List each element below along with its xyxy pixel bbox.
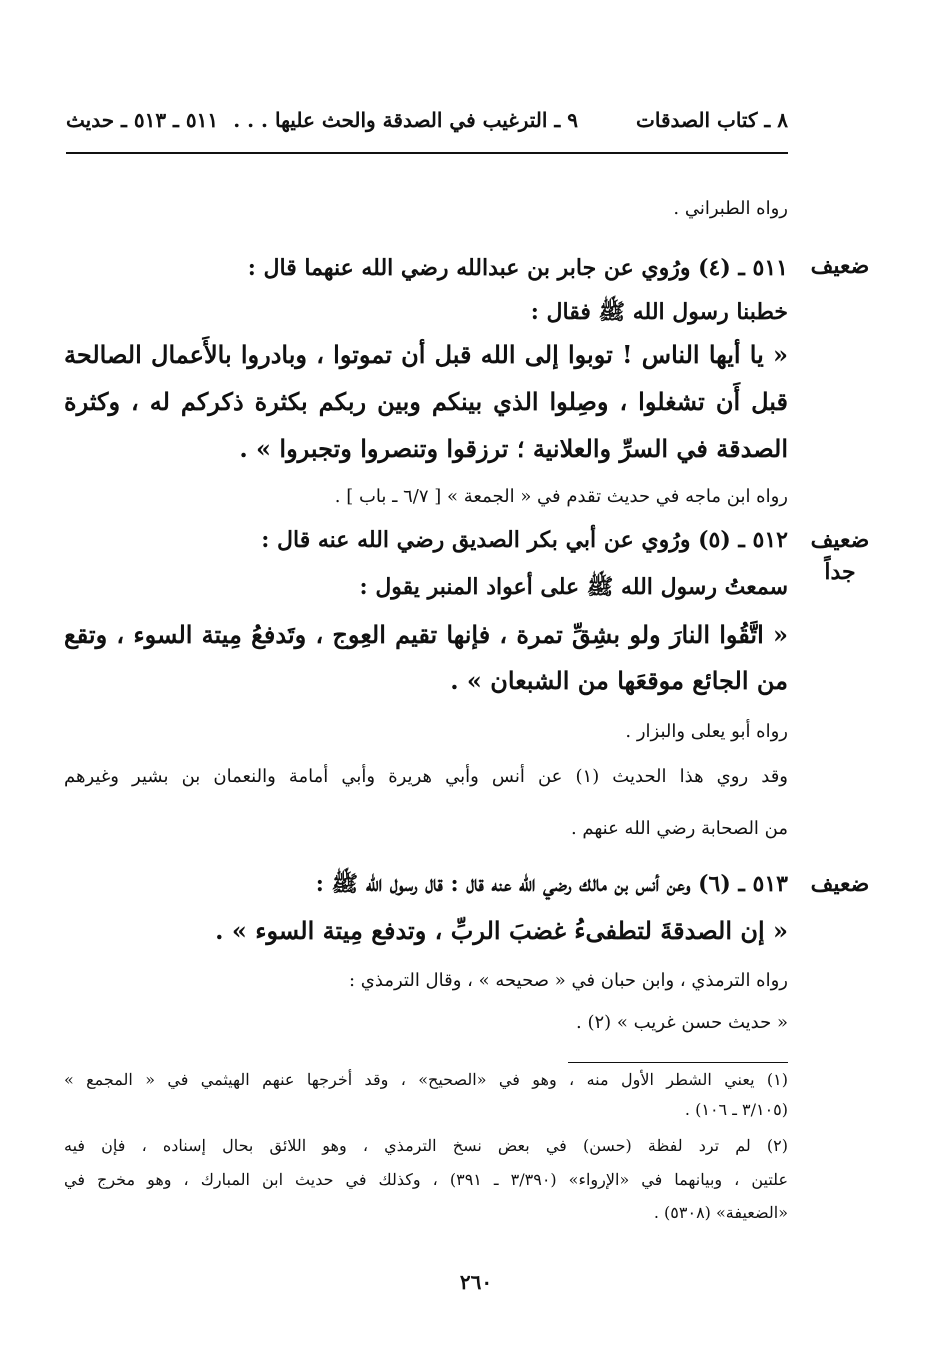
- hadith-513-source-line: رواه الترمذي ، وابن حبان في « صحيحه » ، وقال الترمذي :: [349, 970, 788, 991]
- hadith-513-text-line: « إن الصدقةَ لتطفىءُ غضبَ الربِّ ، وتدفع مِيتة السوء » .: [215, 916, 788, 945]
- running-header: [66, 108, 788, 142]
- hadith-512-intro: سمعتُ رسول الله ﷺ على أعواد المنبر يقول :: [359, 574, 788, 600]
- hadith-513-source-line: « حديث حسن غريب » (٢) .: [576, 1012, 788, 1033]
- header-chapter-title: ٩ ـ الترغيب في الصدقة والحث عليها . . .: [233, 108, 578, 132]
- hadith-512-grade: [800, 524, 880, 588]
- hadith-511-intro: خطبنا رسول الله ﷺ فقال :: [530, 299, 788, 325]
- footnote-1-line: (٣/١٠٥ ـ ١٠٦) .: [684, 1100, 788, 1119]
- hadith-513-isnad: ٥١٣ ـ (٦) وعن أنس بن مالك رضي الله عنه قال : قال رسول الله ﷺ :: [315, 871, 788, 897]
- footnote-1-line: (١) يعني الشطر الأول منه ، وهو في «الصحيح» ، وقد أخرجها عنهم الهيثمي في « المجمع »: [64, 1070, 789, 1089]
- hadith-513-grade: ضعيف: [810, 871, 870, 897]
- hadith-511-text-line: الصدقة في السرِّ والعلانية ؛ ترزقوا وتنصروا وتجبروا » .: [239, 434, 788, 463]
- footnote-2-line: «الضعيفة» (٥٣٠٨) .: [653, 1203, 788, 1222]
- page-number: ٢٦٠: [459, 1270, 493, 1294]
- hadith-511-isnad: ٥١١ ـ (٤) ورُوي عن جابر بن عبدالله رضي الله عنهما قال :: [247, 255, 788, 281]
- hadith-512-source: رواه أبو يعلى والبزار .: [625, 721, 788, 742]
- hadith-512-grade-line: ضعيف: [810, 527, 870, 553]
- hadith-511-source: رواه ابن ماجه في حديث تقدم في « الجمعة » [ ٦/٧ ـ باب ] .: [334, 486, 788, 507]
- hadith-512-text-line: من الجائع موقعَها من الشبعان » .: [450, 666, 788, 695]
- hadith-511-grade: ضعيف: [810, 253, 870, 279]
- header-divider: [66, 152, 788, 154]
- hadith-511-text-line: « يا أيها الناس ! توبوا إلى الله قبل أن تموتوا ، وبادروا بالأَعمال الصالحة: [64, 340, 788, 369]
- hadith-511-text-line: قبل أَن تشغلوا ، وصِلوا الذي بينكم وبين ربكم بكثرة ذكركم له ، وكثرة: [64, 387, 788, 416]
- header-hadith-range: ٥١١ ـ ٥١٣ ـ حديث: [66, 108, 219, 132]
- intro-source: رواه الطبراني .: [673, 198, 788, 219]
- footnote-divider: [568, 1062, 788, 1063]
- footnote-2-line: (٢) لم ترد لفظة (حسن) في بعض نسخ الترمذي ، وهو اللائق بحال إسناده ، فإن فيه: [64, 1136, 788, 1155]
- header-book-title: ٨ ـ كتاب الصدقات: [636, 108, 788, 132]
- footnote-2-line: علتين ، وبيانهما في «الإرواء» (٣/٣٩٠ ـ ٣٩١) ، وكذلك في حديث ابن المبارك ، وهو مخرج في: [64, 1170, 789, 1189]
- hadith-512-note-line: وقد روي هذا الحديث (١) عن أنس وأبي هريرة وأبي أمامة والنعمان بن بشير وغيرهم: [64, 766, 788, 787]
- hadith-512-note-line: من الصحابة رضي الله عنهم .: [570, 818, 788, 839]
- hadith-512-text-line: « اتَّقُوا النارَ ولو بشِقِّ تمرة ، فإنها تقيم العِوج ، وتَدفعُ مِيتة السوء ، وتقع: [64, 620, 788, 649]
- hadith-512-isnad: ٥١٢ ـ (٥) ورُوي عن أبي بكر الصديق رضي الله عنه قال :: [261, 527, 788, 553]
- hadith-512-grade-line: جداً: [824, 559, 856, 585]
